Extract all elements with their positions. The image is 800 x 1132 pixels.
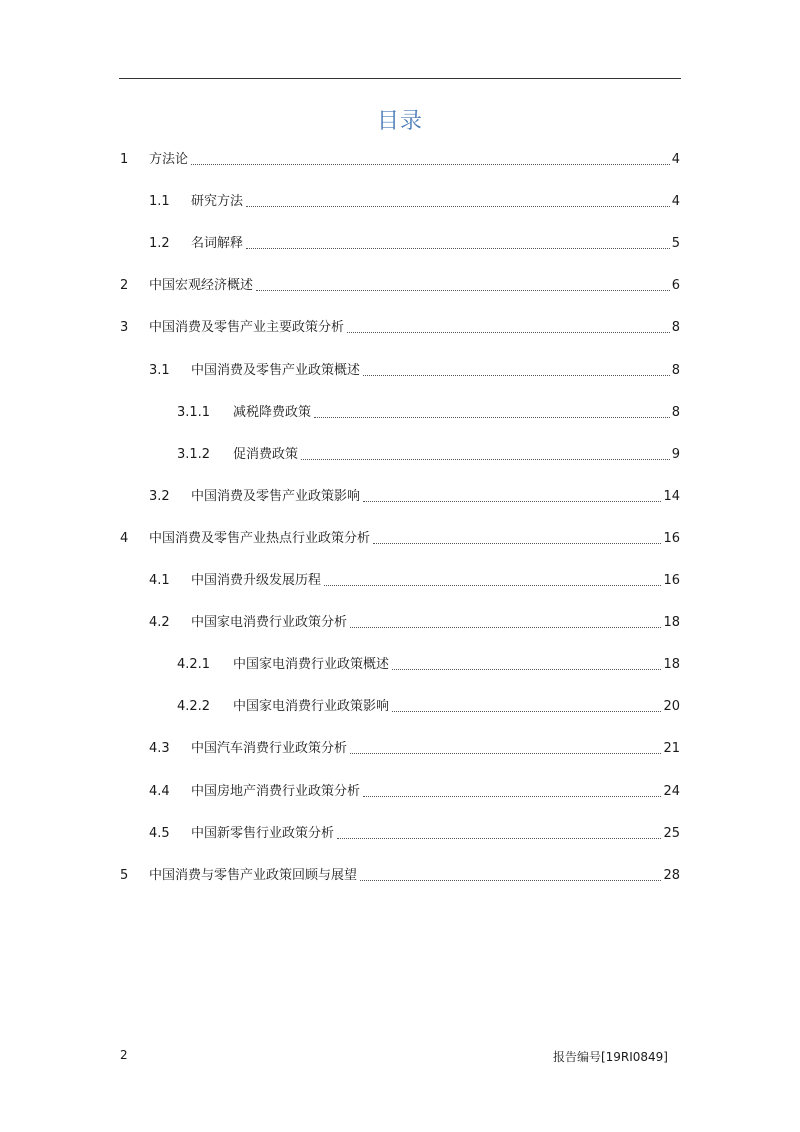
toc-entry-page: 28 [663, 868, 680, 883]
toc-entry-page: 21 [663, 741, 680, 756]
toc-entry-page: 9 [671, 447, 680, 462]
toc-entry-label: 中国房地产消费行业政策分析 [191, 784, 361, 799]
toc-dot-leader [314, 417, 670, 418]
toc-entry-label: 方法论 [149, 152, 189, 167]
toc-entry-label: 名词解释 [191, 236, 244, 251]
toc-entry-page: 18 [663, 657, 680, 672]
toc-entry[interactable] [149, 824, 680, 844]
toc-title: 目录 [376, 109, 423, 134]
toc-dot-leader [337, 838, 661, 839]
toc-entry-number: 4.3 [149, 741, 170, 756]
toc-dot-leader [392, 669, 661, 670]
toc-entry-number: 3 [120, 320, 129, 335]
toc-dot-leader [392, 711, 661, 712]
toc-entry-label: 中国新零售行业政策分析 [191, 826, 335, 841]
toc-entry-label: 研究方法 [191, 194, 244, 209]
toc-entry[interactable] [120, 529, 680, 549]
footer-report-id: 报告编号[19RI0849] [552, 1050, 668, 1064]
toc-entry-number: 3.1.1 [177, 405, 211, 420]
toc-entry-page: 14 [663, 489, 680, 504]
toc-entry[interactable] [149, 234, 680, 254]
toc-entry-page: 18 [663, 615, 680, 630]
toc-dot-leader [347, 332, 670, 333]
toc-entry-number: 4.2.1 [177, 657, 211, 672]
toc-dot-leader [324, 585, 661, 586]
toc-entry-page: 8 [671, 405, 680, 420]
toc-entry-page: 5 [671, 236, 680, 251]
toc-dot-leader [350, 627, 661, 628]
toc-entry-number: 1.1 [149, 194, 170, 209]
toc-entry-label: 中国消费及零售产业主要政策分析 [149, 320, 345, 335]
toc-entry[interactable] [177, 697, 680, 717]
toc-entry-number: 1.2 [149, 236, 170, 251]
toc-entry-number: 3.1.2 [177, 447, 211, 462]
toc-entry-label: 促消费政策 [233, 447, 299, 462]
toc-entry[interactable] [177, 445, 680, 465]
toc-entry-label: 中国家电消费行业政策分析 [191, 615, 348, 630]
footer-page-number: 2 [120, 1048, 128, 1062]
toc-entry-page: 4 [671, 194, 680, 209]
toc-entry-page: 16 [663, 531, 680, 546]
toc-entry[interactable] [120, 150, 680, 170]
toc-entry-number: 4.5 [149, 826, 170, 841]
toc-entry[interactable] [120, 276, 680, 296]
toc-entry-number: 4.1 [149, 573, 170, 588]
toc-entry-number: 1 [120, 152, 129, 167]
toc-dot-leader [360, 880, 661, 881]
toc-entry[interactable] [120, 866, 680, 886]
toc-dot-leader [191, 164, 670, 165]
toc-dot-leader [246, 206, 670, 207]
toc-entry[interactable] [120, 318, 680, 338]
toc-entry-page: 8 [671, 363, 680, 378]
toc-dot-leader [373, 543, 661, 544]
toc-entry[interactable] [149, 361, 680, 381]
toc-entry[interactable] [149, 571, 680, 591]
toc-entry-label: 中国汽车消费行业政策分析 [191, 741, 348, 756]
toc-entry-label: 中国消费及零售产业政策影响 [191, 489, 361, 504]
toc-dot-leader [363, 501, 661, 502]
toc-entry-page: 6 [671, 278, 680, 293]
toc-dot-leader [350, 753, 661, 754]
toc-entry[interactable] [149, 782, 680, 802]
toc-entry-label: 中国消费与零售产业政策回顾与展望 [149, 868, 358, 883]
toc-entry-label: 中国宏观经济概述 [149, 278, 254, 293]
toc-entry-label: 中国消费升级发展历程 [191, 573, 322, 588]
toc-entry-number: 4.4 [149, 784, 170, 799]
header-rule [119, 78, 681, 79]
toc-entry-page: 16 [663, 573, 680, 588]
toc-entry-page: 20 [663, 699, 680, 714]
toc-entry[interactable] [149, 192, 680, 212]
toc-entry-page: 24 [663, 784, 680, 799]
toc-entry-number: 4 [120, 531, 129, 546]
toc-entry[interactable] [177, 655, 680, 675]
toc-entry-number: 2 [120, 278, 129, 293]
toc-entry-label: 中国消费及零售产业热点行业政策分析 [149, 531, 371, 546]
toc-entry[interactable] [149, 487, 680, 507]
toc-dot-leader [256, 290, 670, 291]
toc-entry-number: 4.2.2 [177, 699, 211, 714]
toc-entry[interactable] [149, 739, 680, 759]
toc-entry-label: 中国家电消费行业政策概述 [233, 657, 390, 672]
toc-entry[interactable] [149, 613, 680, 633]
toc-entry-label: 中国消费及零售产业政策概述 [191, 363, 361, 378]
toc-entry-number: 4.2 [149, 615, 170, 630]
toc-entry[interactable] [177, 403, 680, 423]
toc-dot-leader [246, 248, 670, 249]
toc-entry-number: 5 [120, 868, 129, 883]
toc-entry-page: 4 [671, 152, 680, 167]
toc-dot-leader [363, 796, 661, 797]
toc-dot-leader [363, 375, 670, 376]
toc-entry-label: 减税降费政策 [233, 405, 312, 420]
toc-entry-number: 3.1 [149, 363, 170, 378]
toc-entry-label: 中国家电消费行业政策影响 [233, 699, 390, 714]
toc-dot-leader [301, 459, 670, 460]
toc-entry-page: 8 [671, 320, 680, 335]
toc-entry-page: 25 [663, 826, 680, 841]
toc-entry-number: 3.2 [149, 489, 170, 504]
